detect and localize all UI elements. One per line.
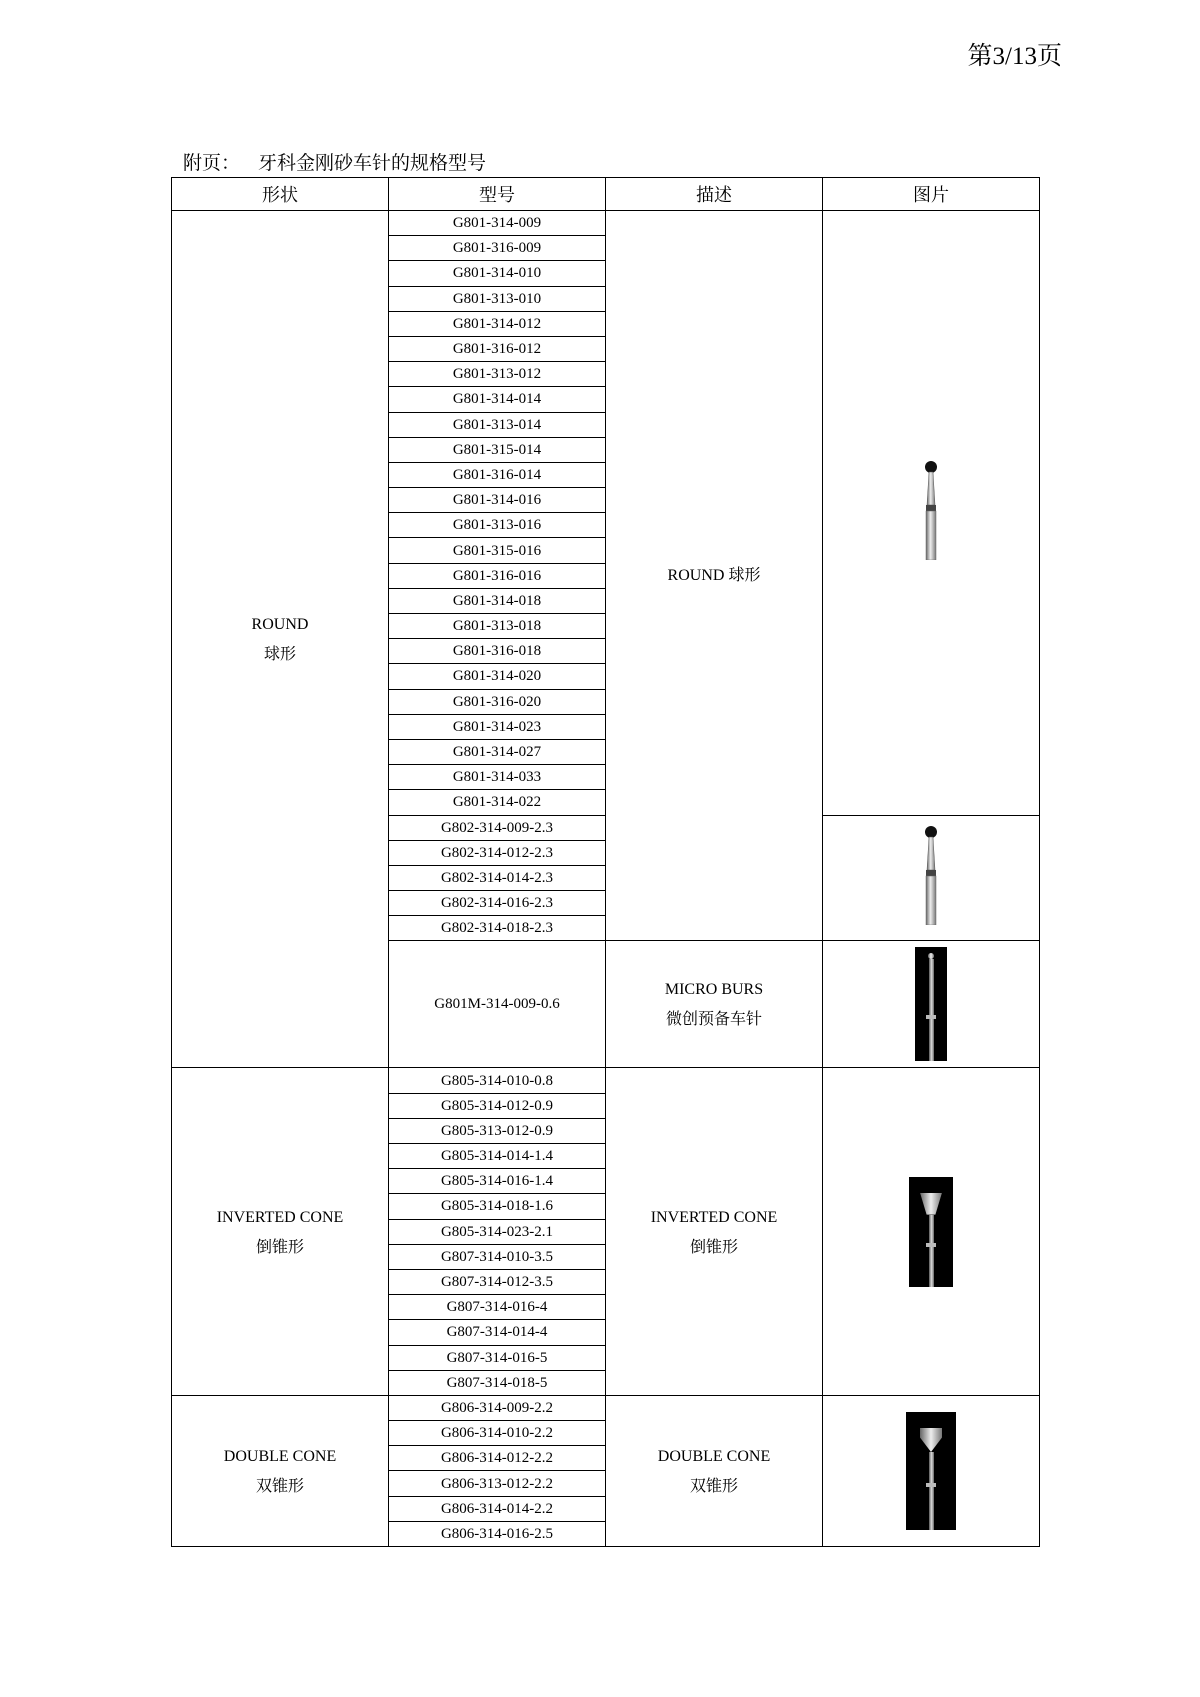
description-cell xyxy=(606,1068,823,1395)
model-cell: G801-315-014 xyxy=(389,437,606,462)
table-row xyxy=(172,211,1040,236)
round-group xyxy=(172,211,1040,1068)
bur-photo xyxy=(906,1412,956,1530)
bur-photo xyxy=(909,1177,953,1287)
model-cell: G801-314-018 xyxy=(389,588,606,613)
shape-cell xyxy=(172,211,389,1068)
model-cell: G801-314-016 xyxy=(389,488,606,513)
model-cell: G806-314-010-2.2 xyxy=(389,1421,606,1446)
model-cell: G801-314-023 xyxy=(389,714,606,739)
model-cell: G807-314-016-4 xyxy=(389,1295,606,1320)
model-cell: G805-314-014-1.4 xyxy=(389,1144,606,1169)
model-cell: G807-314-016-5 xyxy=(389,1345,606,1370)
table-row xyxy=(172,1395,1040,1420)
model-cell: G802-314-009-2.3 xyxy=(389,815,606,840)
model-cell: G801-313-016 xyxy=(389,513,606,538)
model-cell: G807-314-018-5 xyxy=(389,1370,606,1395)
shape-cn: 球形 xyxy=(263,644,296,664)
round-bur-icon xyxy=(917,460,945,560)
shape-cell xyxy=(172,1395,389,1546)
description-cell xyxy=(606,1395,823,1546)
model-cell: G805-313-012-0.9 xyxy=(389,1118,606,1143)
model-cell: G801-316-009 xyxy=(389,236,606,261)
spec-table xyxy=(171,177,1040,1547)
model-cell: G801-315-016 xyxy=(389,538,606,563)
model-cell: G807-314-012-3.5 xyxy=(389,1269,606,1294)
shape-en: ROUND xyxy=(251,616,309,634)
model-cell: G801-316-014 xyxy=(389,462,606,487)
model-cell: G806-314-012-2.2 xyxy=(389,1446,606,1471)
shape-cell xyxy=(172,1068,389,1395)
description-en: INVERTED CONE xyxy=(650,1208,778,1226)
description-cn: 双锥形 xyxy=(689,1475,738,1495)
model-cell: G801-314-027 xyxy=(389,739,606,764)
model-cell: G801-313-018 xyxy=(389,614,606,639)
model-cell: G801-314-033 xyxy=(389,765,606,790)
model-cell: G801-316-016 xyxy=(389,563,606,588)
round-bur-icon xyxy=(917,825,945,925)
inverted-cone-group xyxy=(172,1068,1040,1395)
model-cell: G805-314-012-0.9 xyxy=(389,1093,606,1118)
model-cell: G805-314-023-2.1 xyxy=(389,1219,606,1244)
description-text: ROUND 球形 xyxy=(667,567,761,585)
model-cell: G807-314-010-3.5 xyxy=(389,1244,606,1269)
description-cn: 微创预备车针 xyxy=(665,1009,762,1029)
bur-photo xyxy=(915,947,947,1061)
description-cn: 倒锥形 xyxy=(689,1236,738,1256)
model-cell: G801-313-014 xyxy=(389,412,606,437)
model-cell: G805-314-018-1.6 xyxy=(389,1194,606,1219)
model-cell: G802-314-018-2.3 xyxy=(389,916,606,941)
model-cell: G801-316-020 xyxy=(389,689,606,714)
header-model: 型号 xyxy=(389,178,606,211)
page-heading xyxy=(183,148,504,175)
description-cell xyxy=(606,211,823,941)
description-en: MICRO BURS xyxy=(664,981,764,999)
heading-title: 牙科金刚砂车针的规格型号 xyxy=(258,152,487,174)
model-cell: G801-313-010 xyxy=(389,286,606,311)
model-cell: G802-314-016-2.3 xyxy=(389,891,606,916)
model-cell: G805-314-016-1.4 xyxy=(389,1169,606,1194)
description-en: DOUBLE CONE xyxy=(657,1447,771,1465)
header-picture: 图片 xyxy=(823,178,1040,211)
model-cell: G801-314-012 xyxy=(389,311,606,336)
description-cell xyxy=(606,941,823,1068)
model-cell: G802-314-014-2.3 xyxy=(389,865,606,890)
shape-cn: 倒锥形 xyxy=(255,1236,304,1256)
picture-cell xyxy=(823,1068,1040,1395)
model-cell: G801-316-018 xyxy=(389,639,606,664)
model-cell: G806-314-014-2.2 xyxy=(389,1496,606,1521)
model-cell: G805-314-010-0.8 xyxy=(389,1068,606,1093)
heading-prefix: 附页： xyxy=(183,152,241,174)
header-description: 描述 xyxy=(606,178,823,211)
header-shape: 形状 xyxy=(172,178,389,211)
model-cell: G806-314-016-2.5 xyxy=(389,1521,606,1546)
model-cell: G801-314-022 xyxy=(389,790,606,815)
picture-cell xyxy=(823,211,1040,816)
model-cell: G801-314-020 xyxy=(389,664,606,689)
picture-cell xyxy=(823,1395,1040,1546)
table-row xyxy=(172,1068,1040,1093)
model-cell: G806-313-012-2.2 xyxy=(389,1471,606,1496)
picture-cell xyxy=(823,941,1040,1068)
model-cell: G801-314-009 xyxy=(389,211,606,236)
model-cell: G801M-314-009-0.6 xyxy=(389,941,606,1068)
double-cone-group xyxy=(172,1395,1040,1546)
page-number: 第3/13页 xyxy=(967,43,1062,70)
model-cell: G801-313-012 xyxy=(389,362,606,387)
shape-en: DOUBLE CONE xyxy=(223,1447,337,1465)
model-cell: G801-314-014 xyxy=(389,387,606,412)
model-cell: G802-314-012-2.3 xyxy=(389,840,606,865)
shape-cn: 双锥形 xyxy=(255,1475,304,1495)
model-cell: G806-314-009-2.2 xyxy=(389,1395,606,1420)
picture-cell xyxy=(823,815,1040,941)
model-cell: G807-314-014-4 xyxy=(389,1320,606,1345)
model-cell: G801-316-012 xyxy=(389,336,606,361)
header-row xyxy=(172,178,1040,211)
model-cell: G801-314-010 xyxy=(389,261,606,286)
shape-en: INVERTED CONE xyxy=(216,1208,344,1226)
